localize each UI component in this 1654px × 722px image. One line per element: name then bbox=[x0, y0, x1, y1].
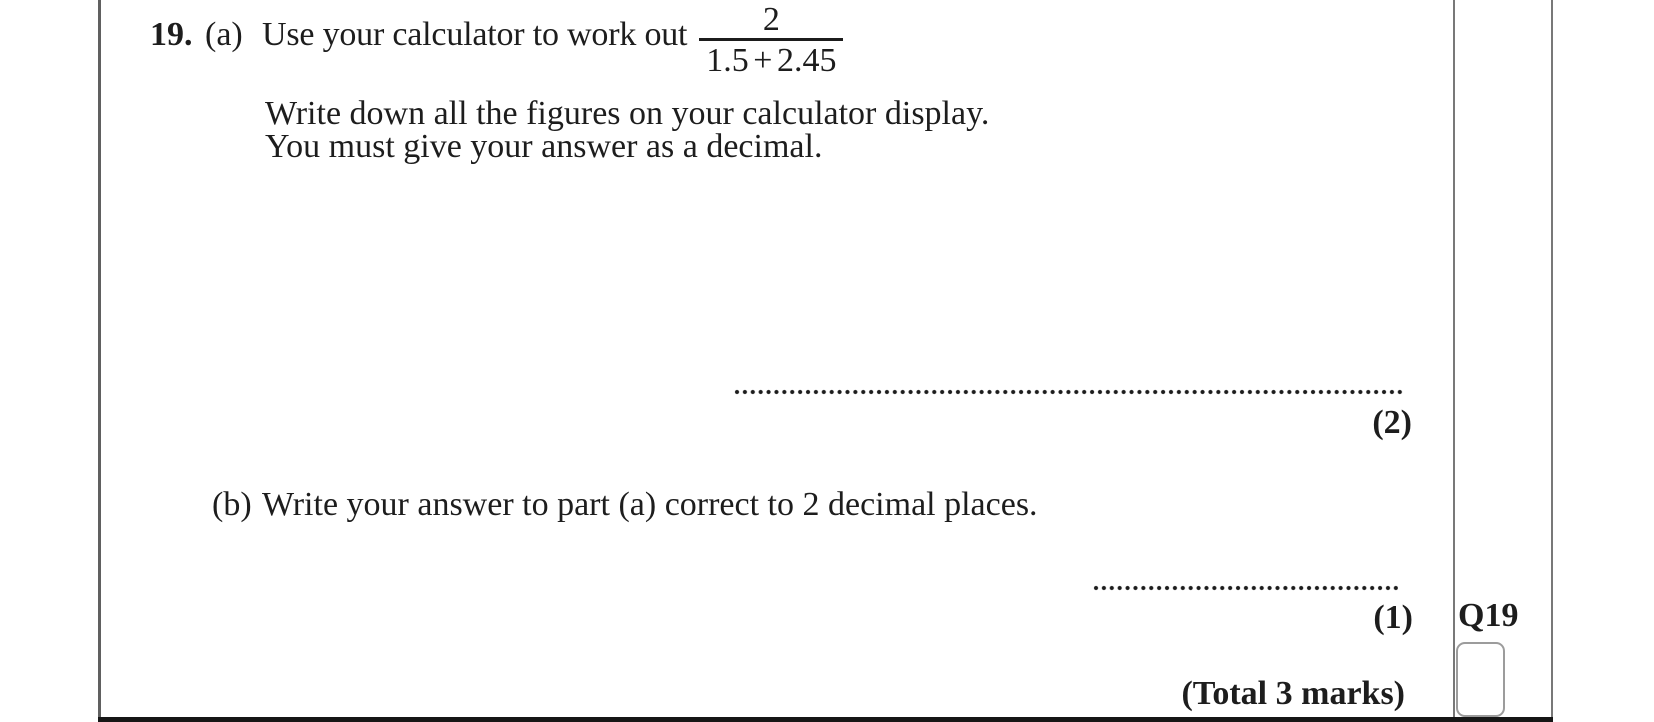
examiner-mark-box bbox=[1456, 642, 1505, 717]
question-number: 19. bbox=[150, 16, 193, 53]
part-a-instruction-1: Write down all the figures on your calculator display. bbox=[265, 95, 990, 132]
right-column-rule-inner bbox=[1453, 0, 1455, 722]
total-marks: (Total 3 marks) bbox=[1181, 675, 1405, 712]
part-a-prompt: Use your calculator to work out bbox=[262, 16, 688, 53]
page-bottom-rule bbox=[98, 717, 1553, 722]
answer-line-part-b bbox=[1093, 585, 1398, 591]
fraction-numerator: 2 bbox=[762, 1, 780, 38]
margin-question-label: Q19 bbox=[1458, 597, 1519, 634]
part-a-prompt-row bbox=[262, 1, 843, 79]
part-a-marks: (2) bbox=[1372, 404, 1412, 441]
part-b-label: (b) bbox=[212, 486, 252, 523]
left-margin-rule bbox=[98, 0, 101, 722]
fraction bbox=[699, 1, 843, 79]
part-a-instruction-2: You must give your answer as a decimal. bbox=[265, 128, 823, 165]
part-b-prompt: Write your answer to part (a) correct to 2 decimal places. bbox=[262, 486, 1038, 523]
right-column-rule-outer bbox=[1551, 0, 1553, 722]
fraction-denominator: 1.5 + 2.45 bbox=[699, 38, 843, 79]
answer-line-part-a bbox=[734, 389, 1403, 395]
part-b-marks: (1) bbox=[1373, 599, 1413, 636]
part-a-label: (a) bbox=[205, 16, 243, 53]
